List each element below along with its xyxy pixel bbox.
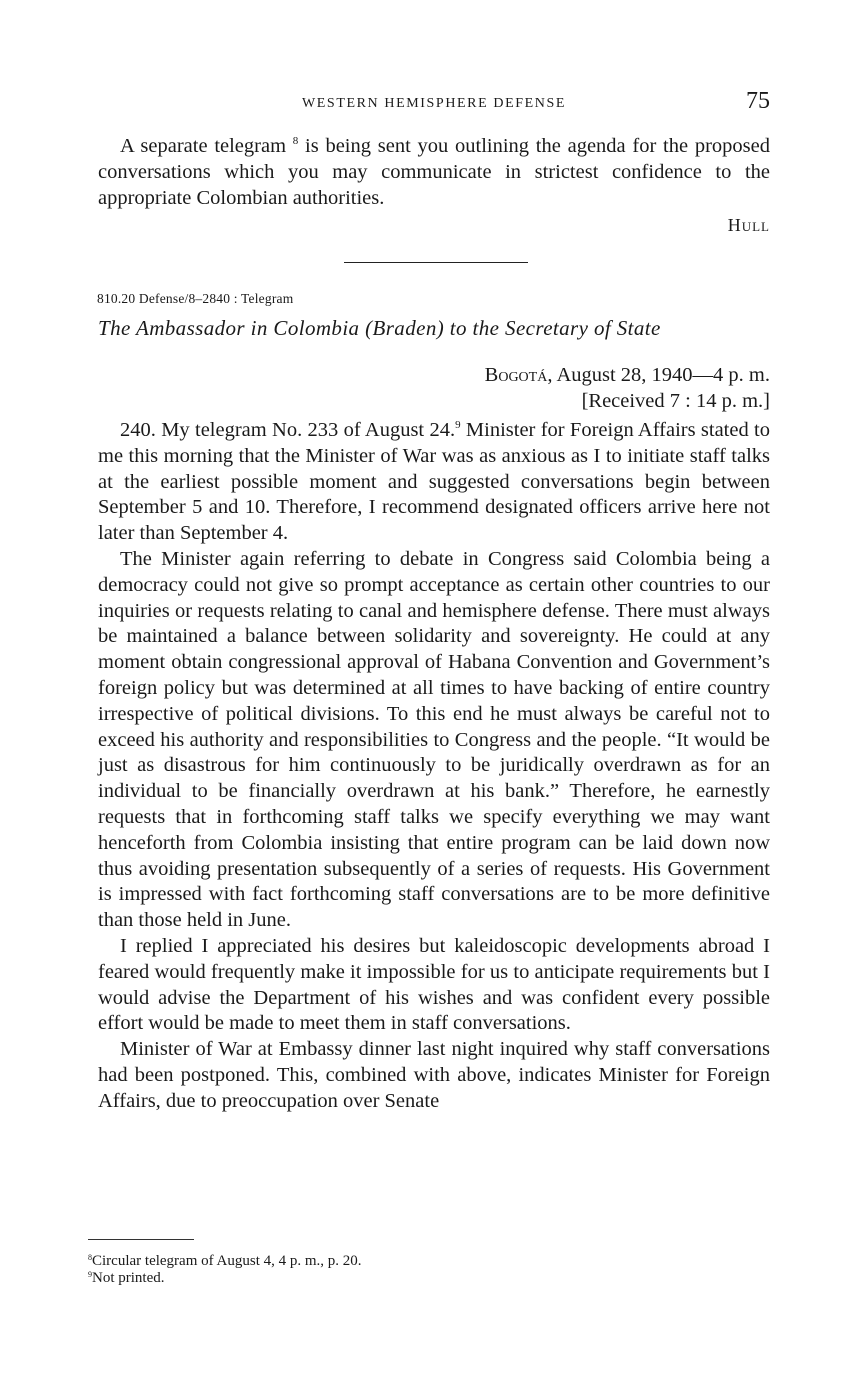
footnote-mark: 9 (88, 1270, 92, 1279)
paragraph-4: Minister of War at Embassy dinner last night inquired why staff conversations had been postponed. This, combined with above, indicates Minister for Foreign Affairs, due to preoccupation over Senate (98, 1038, 770, 1112)
footnote-text: Not printed. (92, 1270, 165, 1286)
footnotes (88, 1253, 362, 1287)
received-note: [Received 7 : 14 p. m.] (581, 390, 770, 412)
opening-paragraph (98, 134, 770, 211)
footnote-9 (88, 1270, 362, 1287)
paragraph-1 (98, 418, 770, 547)
page-header (98, 88, 770, 118)
dateline (485, 362, 770, 414)
p1-text: 240. My telegram No. 233 of August 24. (120, 419, 456, 441)
footnote-text: Circular telegram of August 4, 4 p. m., p. 20. (92, 1253, 362, 1269)
paragraph-2: The Minister again referring to debate in Congress said Colombia being a democracy could not give so prompt acceptance as certain other countries to our inquiries or requests relating to canal and hemisphere defense. There must always be maintained a balance between solidarity and sovereignty. He could at any moment obtain congressional approval of Habana Convention and Government’s foreign policy but was determined at all times to have backing of entire country irrespective of political divisions. To this end he must always be careful not to exceed his authority and responsibilities to Congress and the people. “It would be just as disastrous for him continuously to be juridically overdrawn as for an individual to be financially overdrawn at his bank.” Therefore, he earnestly requests that in forthcoming staff talks we specify everything we may want henceforth from Colombia insisting that entire program can be laid down now thus avoiding presentation subsequently of a series of requests. His Government is impressed with fact forthcoming staff conversations are to be more definitive than those held in June. (98, 547, 770, 932)
footnote-ref-8: 8 (292, 135, 299, 148)
p1-text-cont: Minister for Foreign Affairs stated to me this morning that the Minister of War was as anxious as I to initiate staff talks at the earliest possible moment and suggested conversations begin between September 5 and 10. Therefore, I recommend designated officers arrive here not later than September 4. (98, 419, 770, 545)
section-divider (344, 262, 528, 263)
opening-text: A separate telegram (120, 135, 287, 157)
telegram-body (98, 418, 770, 1115)
dateline-place: Bogotá, (484, 364, 553, 386)
footnote-8 (88, 1253, 362, 1270)
file-reference: 810.20 Defense/8–2840 : Telegram (97, 291, 294, 306)
signature: Hull (727, 215, 770, 235)
document-title: The Ambassador in Colombia (Braden) to the Secretary of State (98, 316, 661, 340)
opening-text-cont: is being sent you outlining the agenda for the proposed conversations which you may communicate in strictest confidence to the appropriate Colombian authorities. (98, 135, 770, 209)
running-head: WESTERN HEMISPHERE DEFENSE (301, 96, 567, 111)
footnote-mark: 8 (88, 1253, 92, 1262)
footnote-rule (88, 1239, 194, 1240)
paragraph-3: I replied I appreciated his desires but kaleidoscopic developments abroad I feared would frequently make it impossible for us to anticipate requirements but I would advise the Department of his wishes and was confident every possible effort would be made to meet them in staff conversations. (98, 934, 770, 1035)
dateline-date: August 28, 1940—4 p. m. (552, 364, 770, 386)
footnote-ref-9: 9 (455, 419, 461, 432)
page-number: 75 (746, 88, 770, 114)
